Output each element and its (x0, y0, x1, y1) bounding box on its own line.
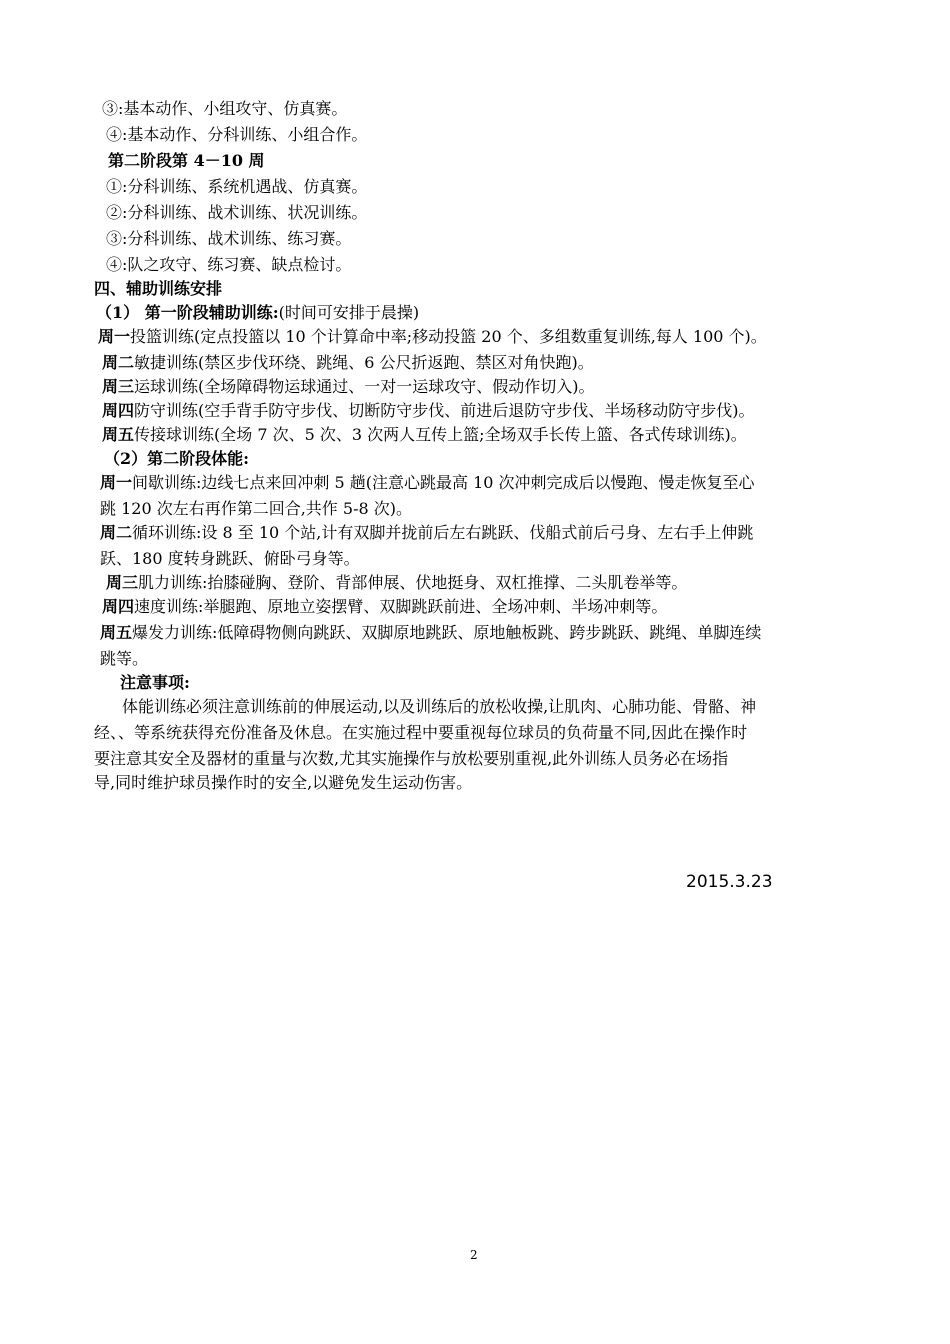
stage1-item-3: ③:基本动作、小组攻守、仿真赛。 (102, 99, 348, 118)
notes-line-3: 要注意其安全及器材的重量与次数,尤其实施操作与放松要别重视,此外训练人员务必在场指 (94, 749, 729, 768)
document-date: 2015.3.23 (686, 872, 773, 892)
part1-heading-note: (时间可安排于晨操) (278, 303, 420, 322)
day-text: 间歇训练:边线七点来回冲刺 5 趟(注意心跳最高 10 次冲刺完成后以慢跑、慢走恢复至心 (132, 473, 755, 492)
stage1-item-4: ④:基本动作、分科训练、小组合作。 (106, 125, 368, 144)
day-text: 爆发力训练:低障碍物侧向跳跃、双脚原地跳跃、原地触板跳、跨步跳跃、跳绳、单脚连续 (132, 623, 762, 642)
day-text: 速度训练:举腿跑、原地立姿摆臂、双脚跳跃前进、全场冲刺、半场冲刺等。 (134, 597, 668, 616)
day-text: 敏捷训练(禁区步伐环绕、跳绳、6 公尺折返跑、禁区对角快跑)。 (134, 353, 594, 372)
part2-heading: （2）第二阶段体能: (104, 449, 250, 468)
day-text: 肌力训练:抬膝碰胸、登阶、背部伸展、伏地挺身、双杠推撑、二头肌卷举等。 (138, 573, 688, 592)
day-label: 周二 (100, 523, 133, 542)
part2-day-1-line-2: 跳 120 次左右再作第二回合,共作 5-8 次)。 (100, 499, 412, 518)
part1-day-4 (102, 398, 755, 424)
part2-day-5-line-1 (100, 620, 761, 646)
part1-day-1 (98, 324, 767, 350)
part2-day-5-line-2: 跳等。 (100, 649, 149, 668)
day-label: 周五 (102, 425, 135, 444)
part2-day-3 (106, 570, 687, 596)
part2-day-4 (102, 594, 667, 620)
day-text: 防守训练(空手背手防守步伐、切断防守步伐、前进后退防守步伐、半场移动防守步伐)。 (134, 401, 755, 420)
notes-line-2: 经、、等系统获得充份准备及休息。在实施过程中要重视每位球员的负荷量不同,因此在操作时 (94, 723, 748, 742)
part1-day-5 (102, 422, 747, 448)
day-label: 周三 (102, 377, 135, 396)
notes-line-4: 导,同时维护球员操作时的安全,以避免发生运动伤害。 (94, 773, 473, 792)
stage2-item-1: ①:分科训练、系统机遇战、仿真赛。 (106, 177, 368, 196)
day-label: 周一 (98, 327, 131, 346)
section4-heading: 四、辅助训练安排 (94, 279, 223, 298)
day-label: 周二 (102, 353, 135, 372)
day-text: 运球训练(全场障碍物运球通过、一对一运球攻守、假动作切入)。 (134, 377, 595, 396)
part1-heading (96, 300, 419, 326)
stage2-item-3: ③:分科训练、战术训练、练习赛。 (106, 229, 352, 248)
notes-line-1: 体能训练必须注意训练前的伸展运动,以及训练后的放松收操,让肌肉、心肺功能、骨骼、神 (122, 697, 757, 716)
day-label: 周五 (100, 623, 133, 642)
day-text: 循环训练:设 8 至 10 个站,计有双脚并拢前后左右跳跃、伐船式前后弓身、左右手上伸跳 (132, 523, 754, 542)
part2-day-2-line-2: 跃、180 度转身跳跃、俯卧弓身等。 (100, 549, 360, 568)
day-label: 周一 (100, 473, 133, 492)
day-text: 传接球训练(全场 7 次、5 次、3 次两人互传上篮;全场双手长传上篮、各式传球训练)。 (134, 425, 747, 444)
stage2-heading: 第二阶段第 4－10 周 (108, 151, 265, 170)
page-number: 2 (470, 1248, 478, 1262)
stage2-item-4: ④:队之攻守、练习赛、缺点检讨。 (106, 255, 352, 274)
day-label: 周四 (102, 597, 135, 616)
day-label: 周三 (106, 573, 139, 592)
part2-day-1-line-1 (100, 470, 755, 496)
day-label: 周四 (102, 401, 135, 420)
part2-day-2-line-1 (100, 520, 753, 546)
part1-day-2 (102, 350, 594, 376)
part1-heading-bold: （1） 第一阶段辅助训练: (96, 303, 279, 322)
part1-day-3 (102, 374, 595, 400)
day-text: 投篮训练(定点投篮以 10 个计算命中率;移动投篮 20 个、多组数重复训练,每人 100 个)。 (130, 327, 767, 346)
stage2-item-2: ②:分科训练、战术训练、状况训练。 (106, 203, 368, 222)
notes-heading: 注意事项: (120, 673, 190, 692)
